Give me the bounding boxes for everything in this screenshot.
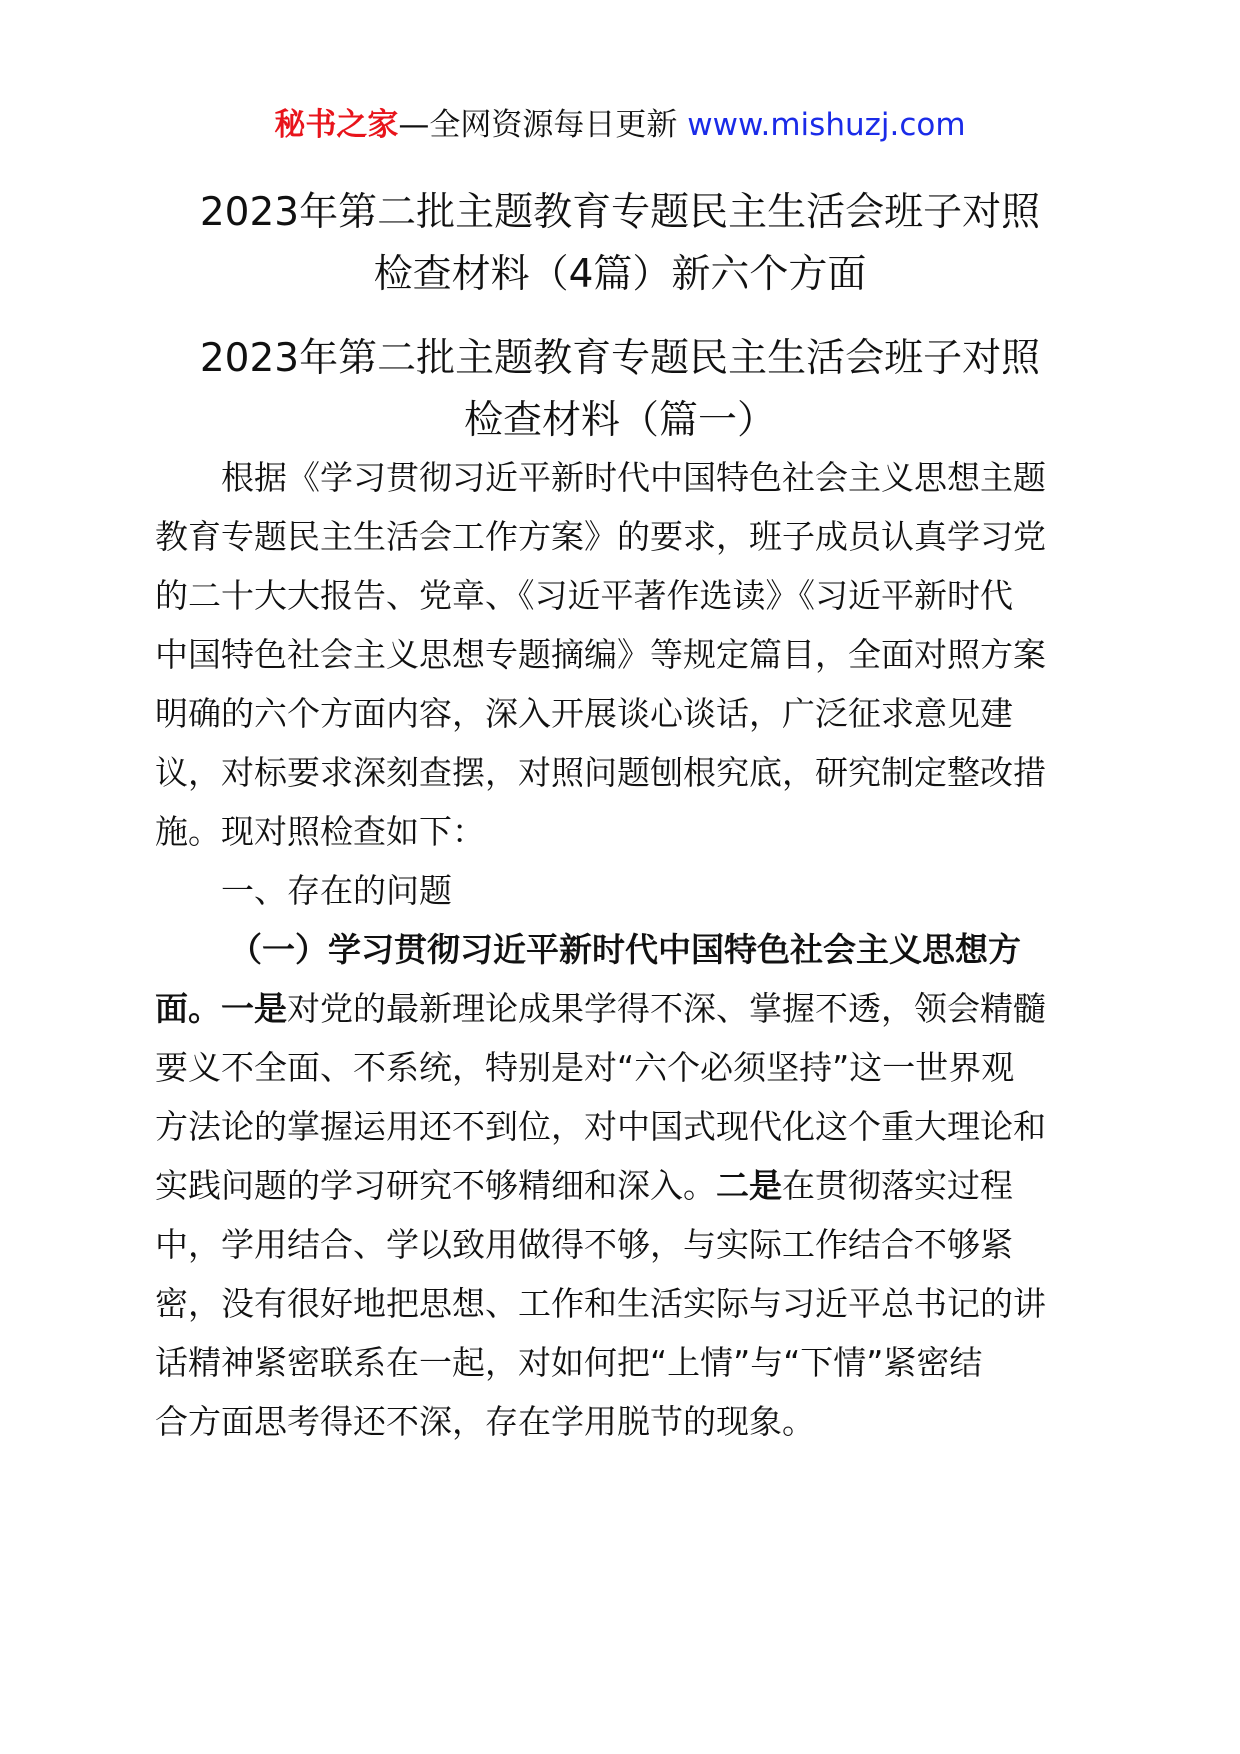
site-header — [0, 100, 1240, 150]
intro-line: 的二十大大报告、党章、《习近平著作选读》《习近平新时代 — [155, 576, 1013, 615]
intro-paragraph — [155, 448, 1061, 1451]
intro-line: 中国特色社会主义思想专题摘编》等规定篇目，全面对照方案 — [155, 635, 1046, 674]
intro-line: 施。现对照检查如下： — [155, 812, 485, 851]
intro-line: 根据《学习贯彻习近平新时代中国特色社会主义思想主题 — [221, 458, 1046, 497]
issue-line: 话精神紧密联系在一起，对如何把“上情”与“下情”紧密结 — [155, 1343, 983, 1382]
brand-name: 秘书之家 — [274, 107, 399, 143]
article-title-line-2: 检查材料（篇一） — [463, 398, 776, 443]
intro-line: 明确的六个方面内容，深入开展谈心谈话，广泛征求意见建 — [155, 694, 1013, 733]
issue-line: 合方面思考得还不深，存在学用脱节的现象。 — [155, 1402, 815, 1441]
sub-heading-line-2 — [155, 979, 1061, 1038]
issue-line-bold: 二是 — [716, 1166, 782, 1205]
sub-heading-bold-text: 面。一是 — [155, 989, 287, 1028]
issue-line: 要义不全面、不系统，特别是对“六个必须坚持”这一世界观 — [155, 1048, 1015, 1087]
issue-line: 密，没有很好地把思想、工作和生活实际与习近平总书记的讲 — [155, 1284, 1046, 1323]
sub-heading-line-1: （一）学习贯彻习近平新时代中国特色社会主义思想方 — [229, 930, 1021, 969]
document-title — [140, 182, 1100, 306]
sub-heading-rest-text: 对党的最新理论成果学得不深、掌握不透，领会精髓 — [287, 989, 1046, 1028]
issue-line-before: 实践问题的学习研究不够精细和深入。 — [155, 1166, 716, 1205]
article-title — [140, 328, 1100, 452]
intro-line: 教育专题民主生活会工作方案》的要求，班子成员认真学习党 — [155, 517, 1046, 556]
issue-line-after: 在贯彻落实过程 — [782, 1166, 1013, 1205]
intro-line: 议，对标要求深刻查摆，对照问题刨根究底，研究制定整改措 — [155, 753, 1046, 792]
header-slogan: —全网资源每日更新 — [398, 107, 678, 143]
issue-line: 中，学用结合、学以致用做得不够，与实际工作结合不够紧 — [155, 1225, 1013, 1264]
issue-line-split — [155, 1156, 1061, 1215]
section-heading: 一、存在的问题 — [221, 871, 452, 910]
issue-line: 方法论的掌握运用还不到位，对中国式现代化这个重大理论和 — [155, 1107, 1046, 1146]
article-title-line-1: 2023年第二批主题教育专题民主生活会班子对照 — [199, 336, 1041, 381]
document-title-line-1: 2023年第二批主题教育专题民主生活会班子对照 — [199, 190, 1041, 235]
document-title-line-2: 检查材料（4篇）新六个方面 — [373, 252, 867, 297]
site-url-link[interactable]: www.mishuzj.com — [687, 107, 966, 143]
